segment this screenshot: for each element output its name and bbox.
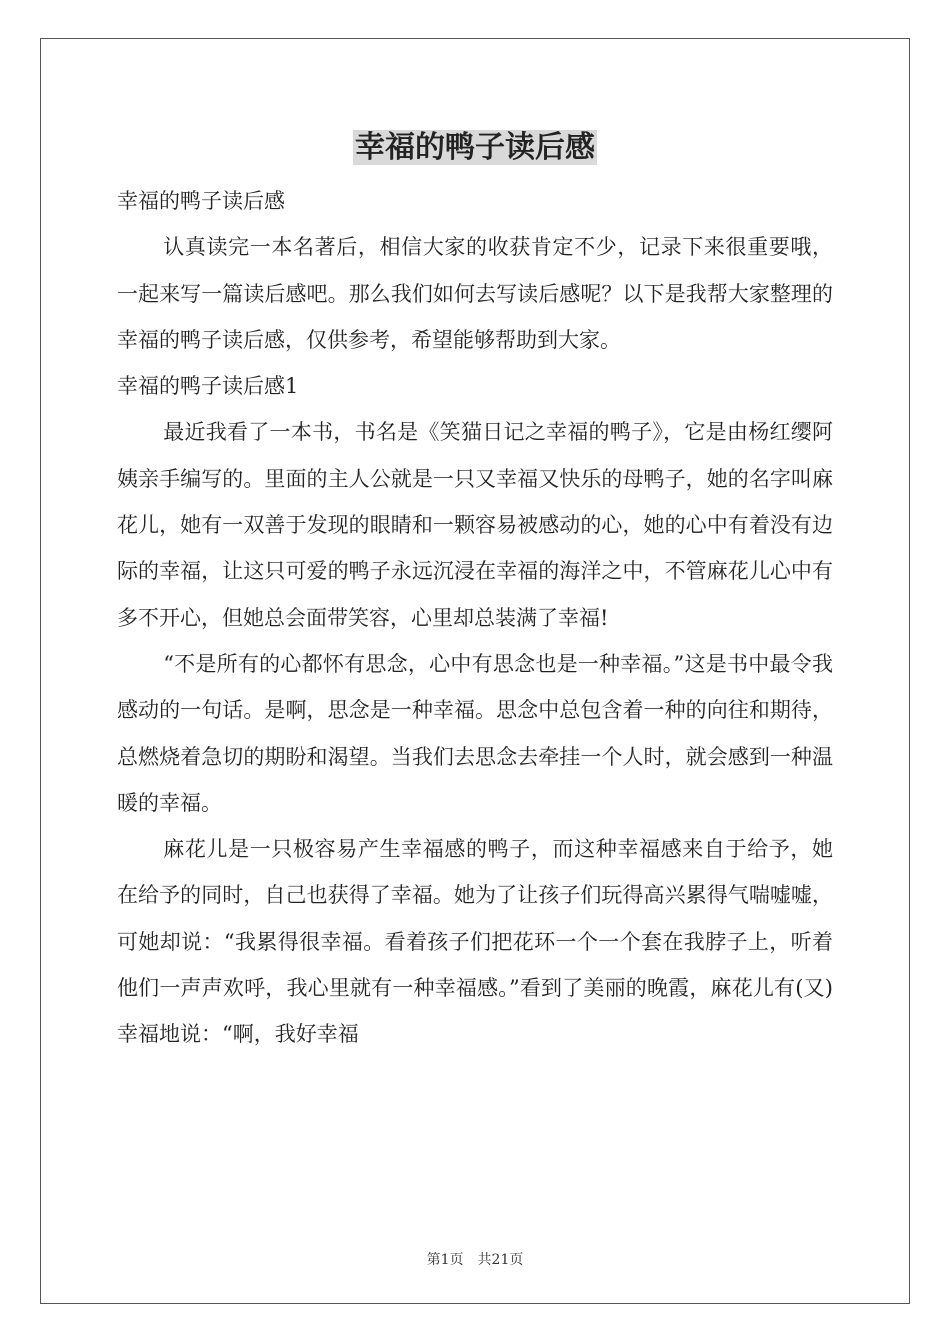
body-paragraph-2: “不是所有的心都怀有思念，心中有思念也是一种幸福。”这是书中最令我感动的一句话。是啊，思念是一种幸福。思念中总包含着一种的向往和期待，总燃烧着急切的期盼和渴望。当我们去思念去牵挂一个人时，就会感到一种温暖的幸福。: [117, 651, 833, 815]
body-paragraph-3: 麻花儿是一只极容易产生幸福感的鸭子，而这种幸福感来自于给予，她在给予的同时，自己也获得了幸福。她为了让孩子们玩得高兴累得气喘嘘嘘，可她却说：“我累得很幸福。看着孩子们把花环一个一个套在我脖子上，听着他们一声声欢呼，我心里就有一种幸福感。”看到了美丽的晚霞，麻花儿有(又)幸福地说：“啊，我好幸福: [117, 837, 833, 1047]
intro-paragraph: 认真读完一本名著后，相信大家的收获肯定不少，记录下来很重要哦，一起来写一篇读后感吧。那么我们如何去写读后感呢？以下是我帮大家整理的幸福的鸭子读后感，仅供参考，希望能够帮助到大家。: [117, 235, 833, 352]
section-heading: 幸福的鸭子读后感1: [117, 374, 299, 399]
page-number: 第1页: [426, 1252, 464, 1268]
page-total: 共21页: [477, 1252, 524, 1268]
document-title: [0, 128, 950, 168]
document-subtitle: 幸福的鸭子读后感: [117, 189, 285, 213]
page-footer: [0, 1250, 950, 1270]
document-title-text: 幸福的鸭子读后感: [355, 130, 595, 165]
body-paragraph-1: 最近我看了一本书，书名是《笑猫日记之幸福的鸭子》，它是由杨红缨阿姨亲手编写的。里面的主人公就是一只又幸福又快乐的母鸭子，她的名字叫麻花儿，她有一双善于发现的眼睛和一颗容易被感动的心，她的心中有着没有边际的幸福，让这只可爱的鸭子永远沉浸在幸福的海洋之中，不管麻花儿心中有多不开心，但她总会面带笑容，心里却总装满了幸福!: [117, 420, 833, 630]
document-body: [117, 178, 833, 1058]
